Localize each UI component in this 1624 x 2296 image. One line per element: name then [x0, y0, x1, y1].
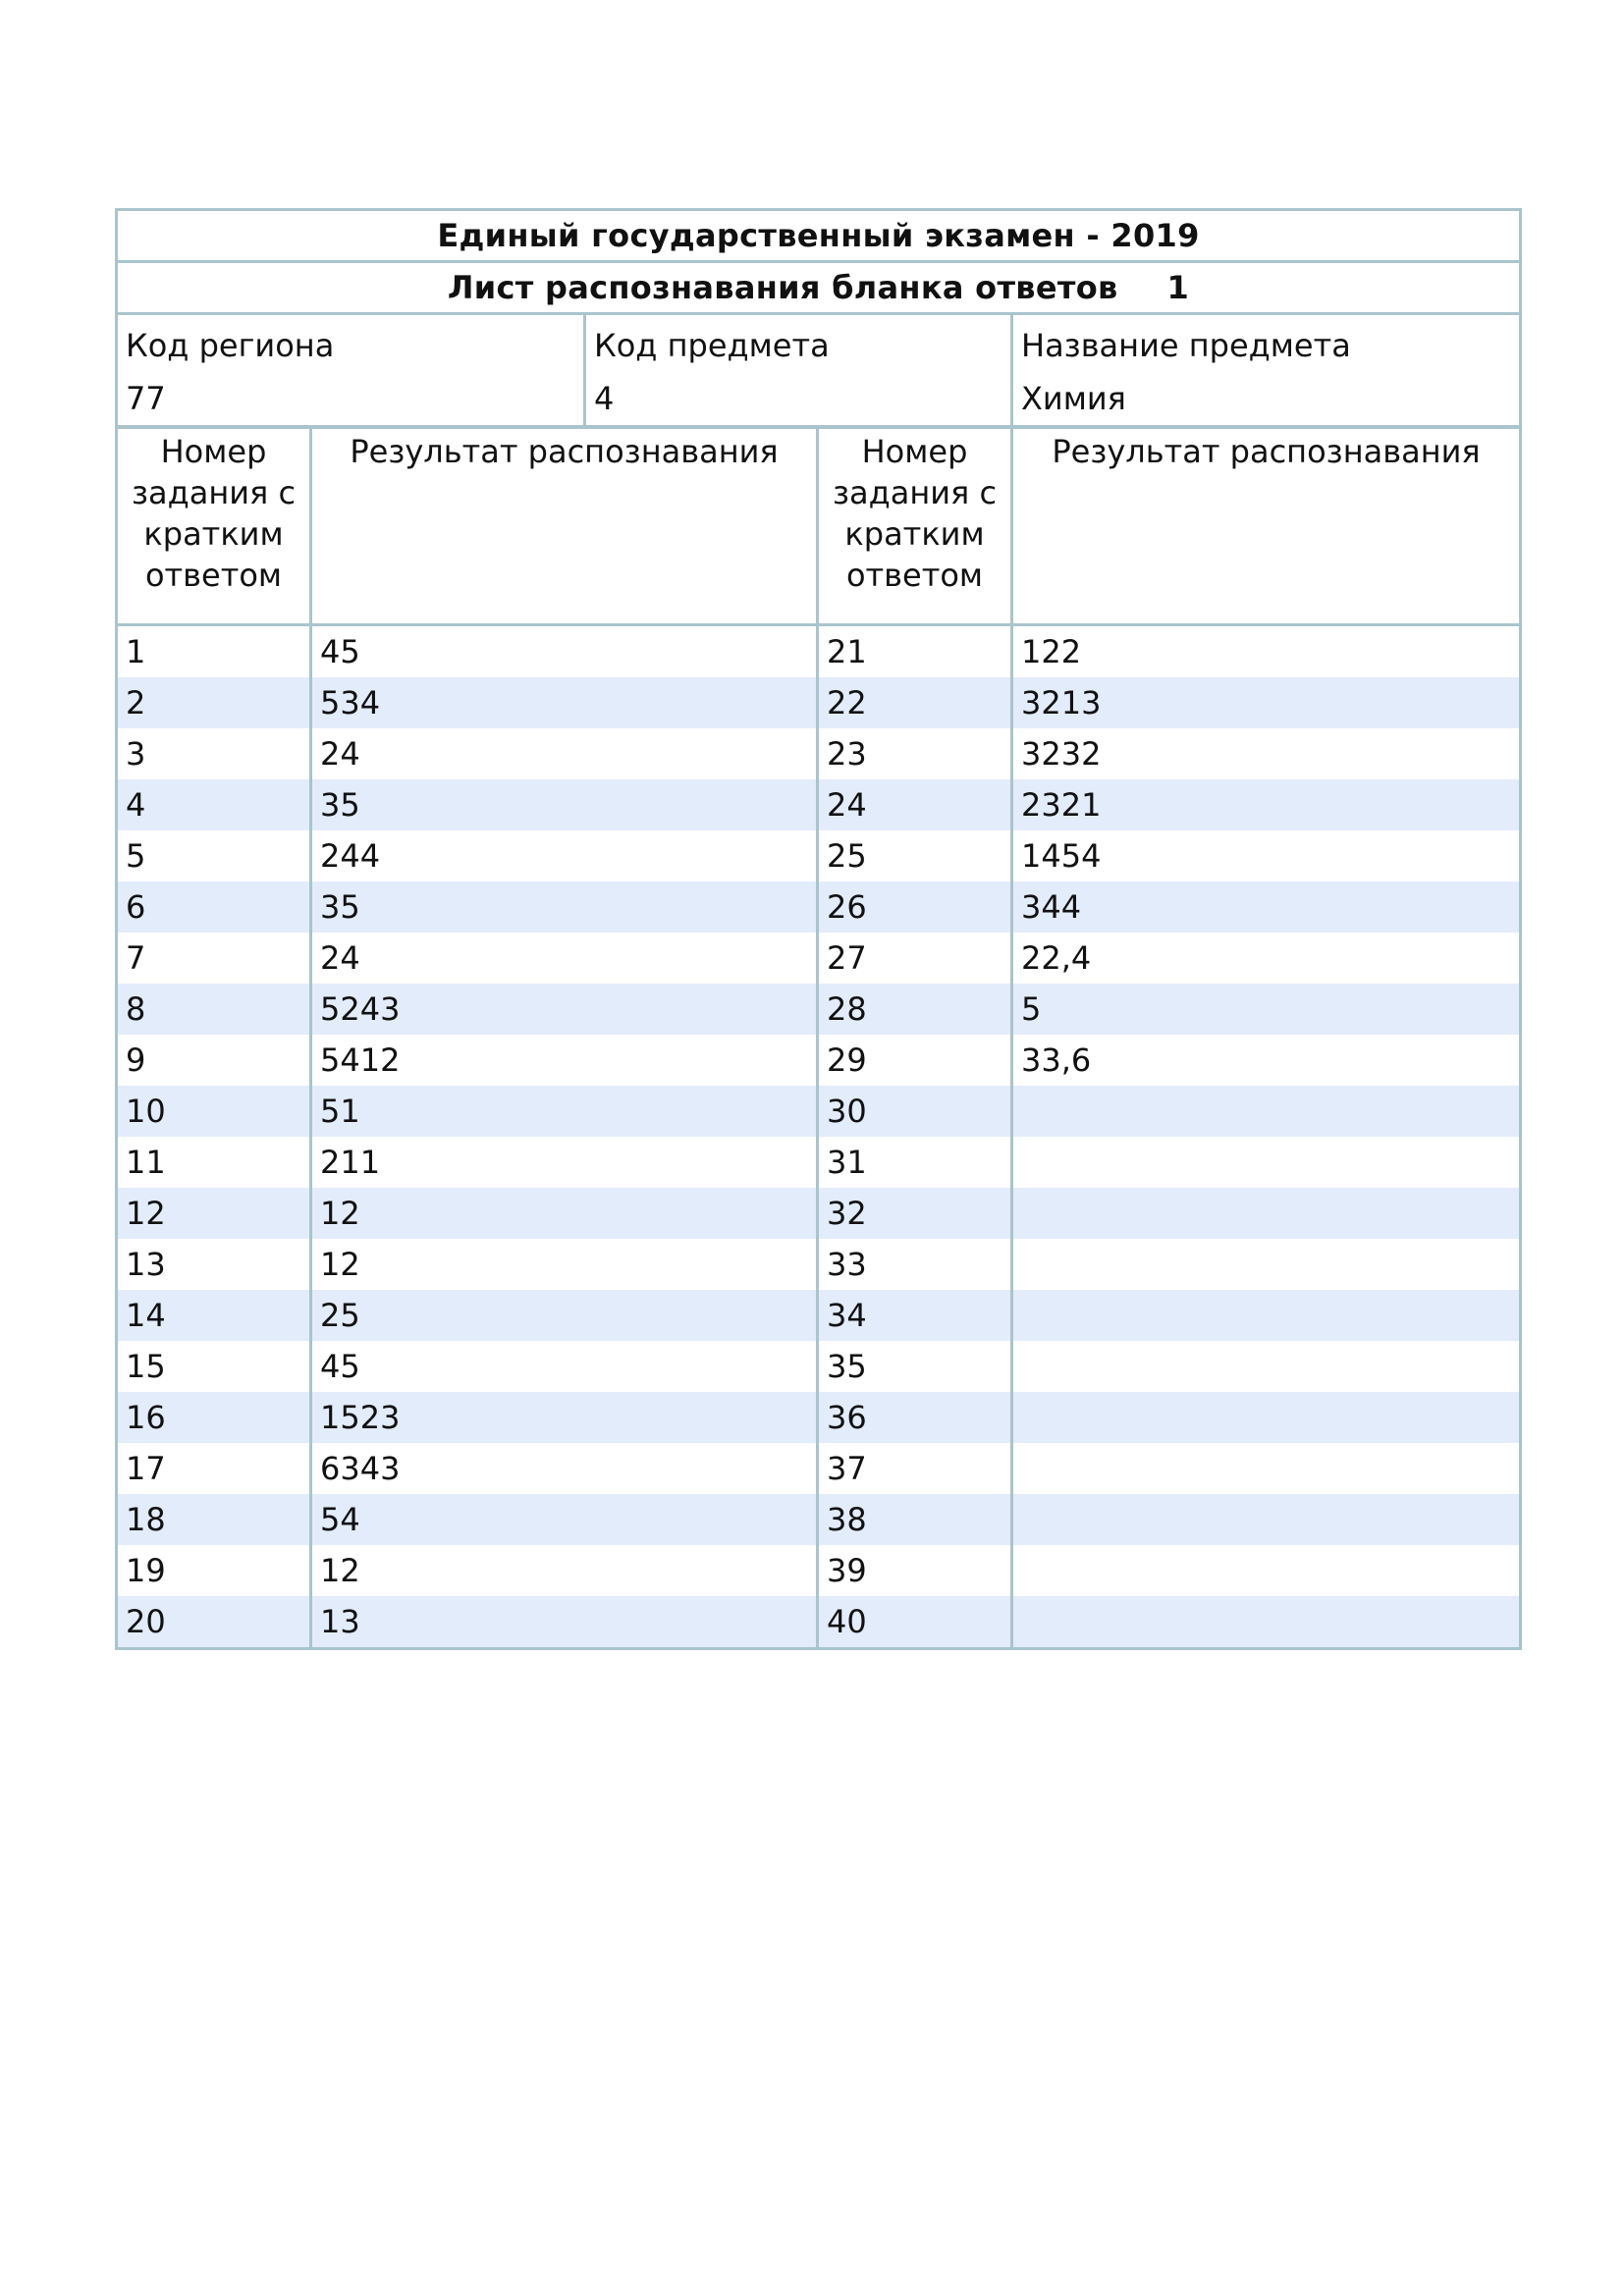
result-cell: 1454 — [1012, 830, 1521, 881]
task-number-cell: 32 — [818, 1188, 1012, 1239]
subject-name-value: Химия — [1021, 380, 1126, 417]
exam-title-text: Единый государственный экзамен - 2019 — [437, 216, 1200, 254]
table-row — [117, 830, 1521, 881]
task-number-cell: 16 — [117, 1392, 311, 1443]
task-number-cell: 10 — [117, 1086, 311, 1137]
table-row — [117, 1290, 1521, 1341]
result-cell: 54 — [311, 1494, 818, 1545]
task-number-cell: 21 — [818, 625, 1012, 678]
task-number-cell: 37 — [818, 1443, 1012, 1494]
task-number-cell: 31 — [818, 1137, 1012, 1188]
answers-table — [115, 426, 1522, 1650]
result-cell: 5 — [1012, 984, 1521, 1035]
subject-code-cell — [585, 314, 1012, 427]
task-number-cell: 17 — [117, 1443, 311, 1494]
task-number-cell: 38 — [818, 1494, 1012, 1545]
subject-name-cell — [1012, 314, 1521, 427]
result-cell: 3213 — [1012, 677, 1521, 728]
sheet-number: 1 — [1166, 268, 1190, 306]
table-row — [117, 1545, 1521, 1596]
task-number-cell: 34 — [818, 1290, 1012, 1341]
task-number-cell: 9 — [117, 1035, 311, 1086]
meta-row — [117, 314, 1521, 427]
table-row — [117, 1392, 1521, 1443]
result-cell: 2321 — [1012, 779, 1521, 830]
region-label: Код региона — [126, 327, 335, 364]
title-row — [117, 210, 1521, 262]
result-cell: 12 — [311, 1545, 818, 1596]
sheet-subtitle-text: Лист распознавания бланка ответов — [447, 268, 1118, 306]
result-cell: 13 — [311, 1596, 818, 1649]
result-cell: 5243 — [311, 984, 818, 1035]
table-row — [117, 1443, 1521, 1494]
result-cell: 24 — [311, 728, 818, 779]
result-cell — [1012, 1443, 1521, 1494]
result-cell: 6343 — [311, 1443, 818, 1494]
result-cell: 24 — [311, 933, 818, 984]
task-number-cell: 3 — [117, 728, 311, 779]
column-header-result-left: Результат распознавания — [311, 428, 818, 625]
task-number-cell: 8 — [117, 984, 311, 1035]
result-cell: 211 — [311, 1137, 818, 1188]
task-number-cell: 15 — [117, 1341, 311, 1392]
result-cell: 25 — [311, 1290, 818, 1341]
column-header-row — [117, 428, 1521, 625]
task-number-cell: 23 — [818, 728, 1012, 779]
table-row — [117, 1239, 1521, 1290]
result-cell: 22,4 — [1012, 933, 1521, 984]
table-row — [117, 728, 1521, 779]
task-number-cell: 33 — [818, 1239, 1012, 1290]
column-header-task-number-left: Номер задания с кратким ответом — [117, 428, 311, 625]
result-cell: 12 — [311, 1239, 818, 1290]
result-cell: 5412 — [311, 1035, 818, 1086]
task-number-cell: 13 — [117, 1239, 311, 1290]
task-number-cell: 20 — [117, 1596, 311, 1649]
table-row — [117, 677, 1521, 728]
table-row — [117, 881, 1521, 933]
task-number-cell: 11 — [117, 1137, 311, 1188]
result-cell: 1523 — [311, 1392, 818, 1443]
result-cell — [1012, 1086, 1521, 1137]
table-row — [117, 1188, 1521, 1239]
task-number-cell: 40 — [818, 1596, 1012, 1649]
task-number-cell: 19 — [117, 1545, 311, 1596]
task-number-cell: 7 — [117, 933, 311, 984]
result-cell — [1012, 1494, 1521, 1545]
recognition-sheet — [115, 208, 1522, 428]
subject-code-value: 4 — [594, 380, 615, 417]
task-number-cell: 6 — [117, 881, 311, 933]
result-cell: 45 — [311, 1341, 818, 1392]
task-number-cell: 36 — [818, 1392, 1012, 1443]
task-number-cell: 5 — [117, 830, 311, 881]
task-number-cell: 1 — [117, 625, 311, 678]
table-row — [117, 1035, 1521, 1086]
sheet-subtitle — [117, 262, 1521, 314]
task-number-cell: 35 — [818, 1341, 1012, 1392]
column-header-task-number-right: Номер задания с кратким ответом — [818, 428, 1012, 625]
task-number-cell: 30 — [818, 1086, 1012, 1137]
region-value: 77 — [126, 380, 166, 417]
result-cell: 3232 — [1012, 728, 1521, 779]
result-cell: 122 — [1012, 625, 1521, 678]
result-cell: 534 — [311, 677, 818, 728]
table-row — [117, 1494, 1521, 1545]
result-cell — [1012, 1239, 1521, 1290]
table-row — [117, 1086, 1521, 1137]
task-number-cell: 14 — [117, 1290, 311, 1341]
result-cell: 344 — [1012, 881, 1521, 933]
task-number-cell: 39 — [818, 1545, 1012, 1596]
task-number-cell: 18 — [117, 1494, 311, 1545]
table-row — [117, 984, 1521, 1035]
task-number-cell: 27 — [818, 933, 1012, 984]
result-cell — [1012, 1596, 1521, 1649]
result-cell — [1012, 1545, 1521, 1596]
sheet-body — [117, 210, 1521, 427]
subject-name-label: Название предмета — [1021, 327, 1351, 364]
answers-body — [117, 428, 1521, 1649]
result-cell: 244 — [311, 830, 818, 881]
result-cell: 33,6 — [1012, 1035, 1521, 1086]
task-number-cell: 2 — [117, 677, 311, 728]
result-cell — [1012, 1137, 1521, 1188]
task-number-cell: 25 — [818, 830, 1012, 881]
result-cell — [1012, 1392, 1521, 1443]
subject-code-label: Код предмета — [594, 327, 830, 364]
task-number-cell: 4 — [117, 779, 311, 830]
result-cell: 35 — [311, 881, 818, 933]
task-number-cell: 29 — [818, 1035, 1012, 1086]
result-cell — [1012, 1341, 1521, 1392]
table-row — [117, 933, 1521, 984]
result-cell: 35 — [311, 779, 818, 830]
result-cell: 45 — [311, 625, 818, 678]
result-cell: 51 — [311, 1086, 818, 1137]
task-number-cell: 28 — [818, 984, 1012, 1035]
table-row — [117, 1596, 1521, 1649]
result-cell — [1012, 1290, 1521, 1341]
table-row — [117, 1137, 1521, 1188]
column-header-result-right: Результат распознавания — [1012, 428, 1521, 625]
result-cell: 12 — [311, 1188, 818, 1239]
region-cell — [117, 314, 585, 427]
task-number-cell: 24 — [818, 779, 1012, 830]
task-number-cell: 22 — [818, 677, 1012, 728]
table-row — [117, 625, 1521, 678]
task-number-cell: 12 — [117, 1188, 311, 1239]
result-cell — [1012, 1188, 1521, 1239]
task-number-cell: 26 — [818, 881, 1012, 933]
subtitle-row — [117, 262, 1521, 314]
table-row — [117, 779, 1521, 830]
exam-title — [117, 210, 1521, 262]
table-row — [117, 1341, 1521, 1392]
